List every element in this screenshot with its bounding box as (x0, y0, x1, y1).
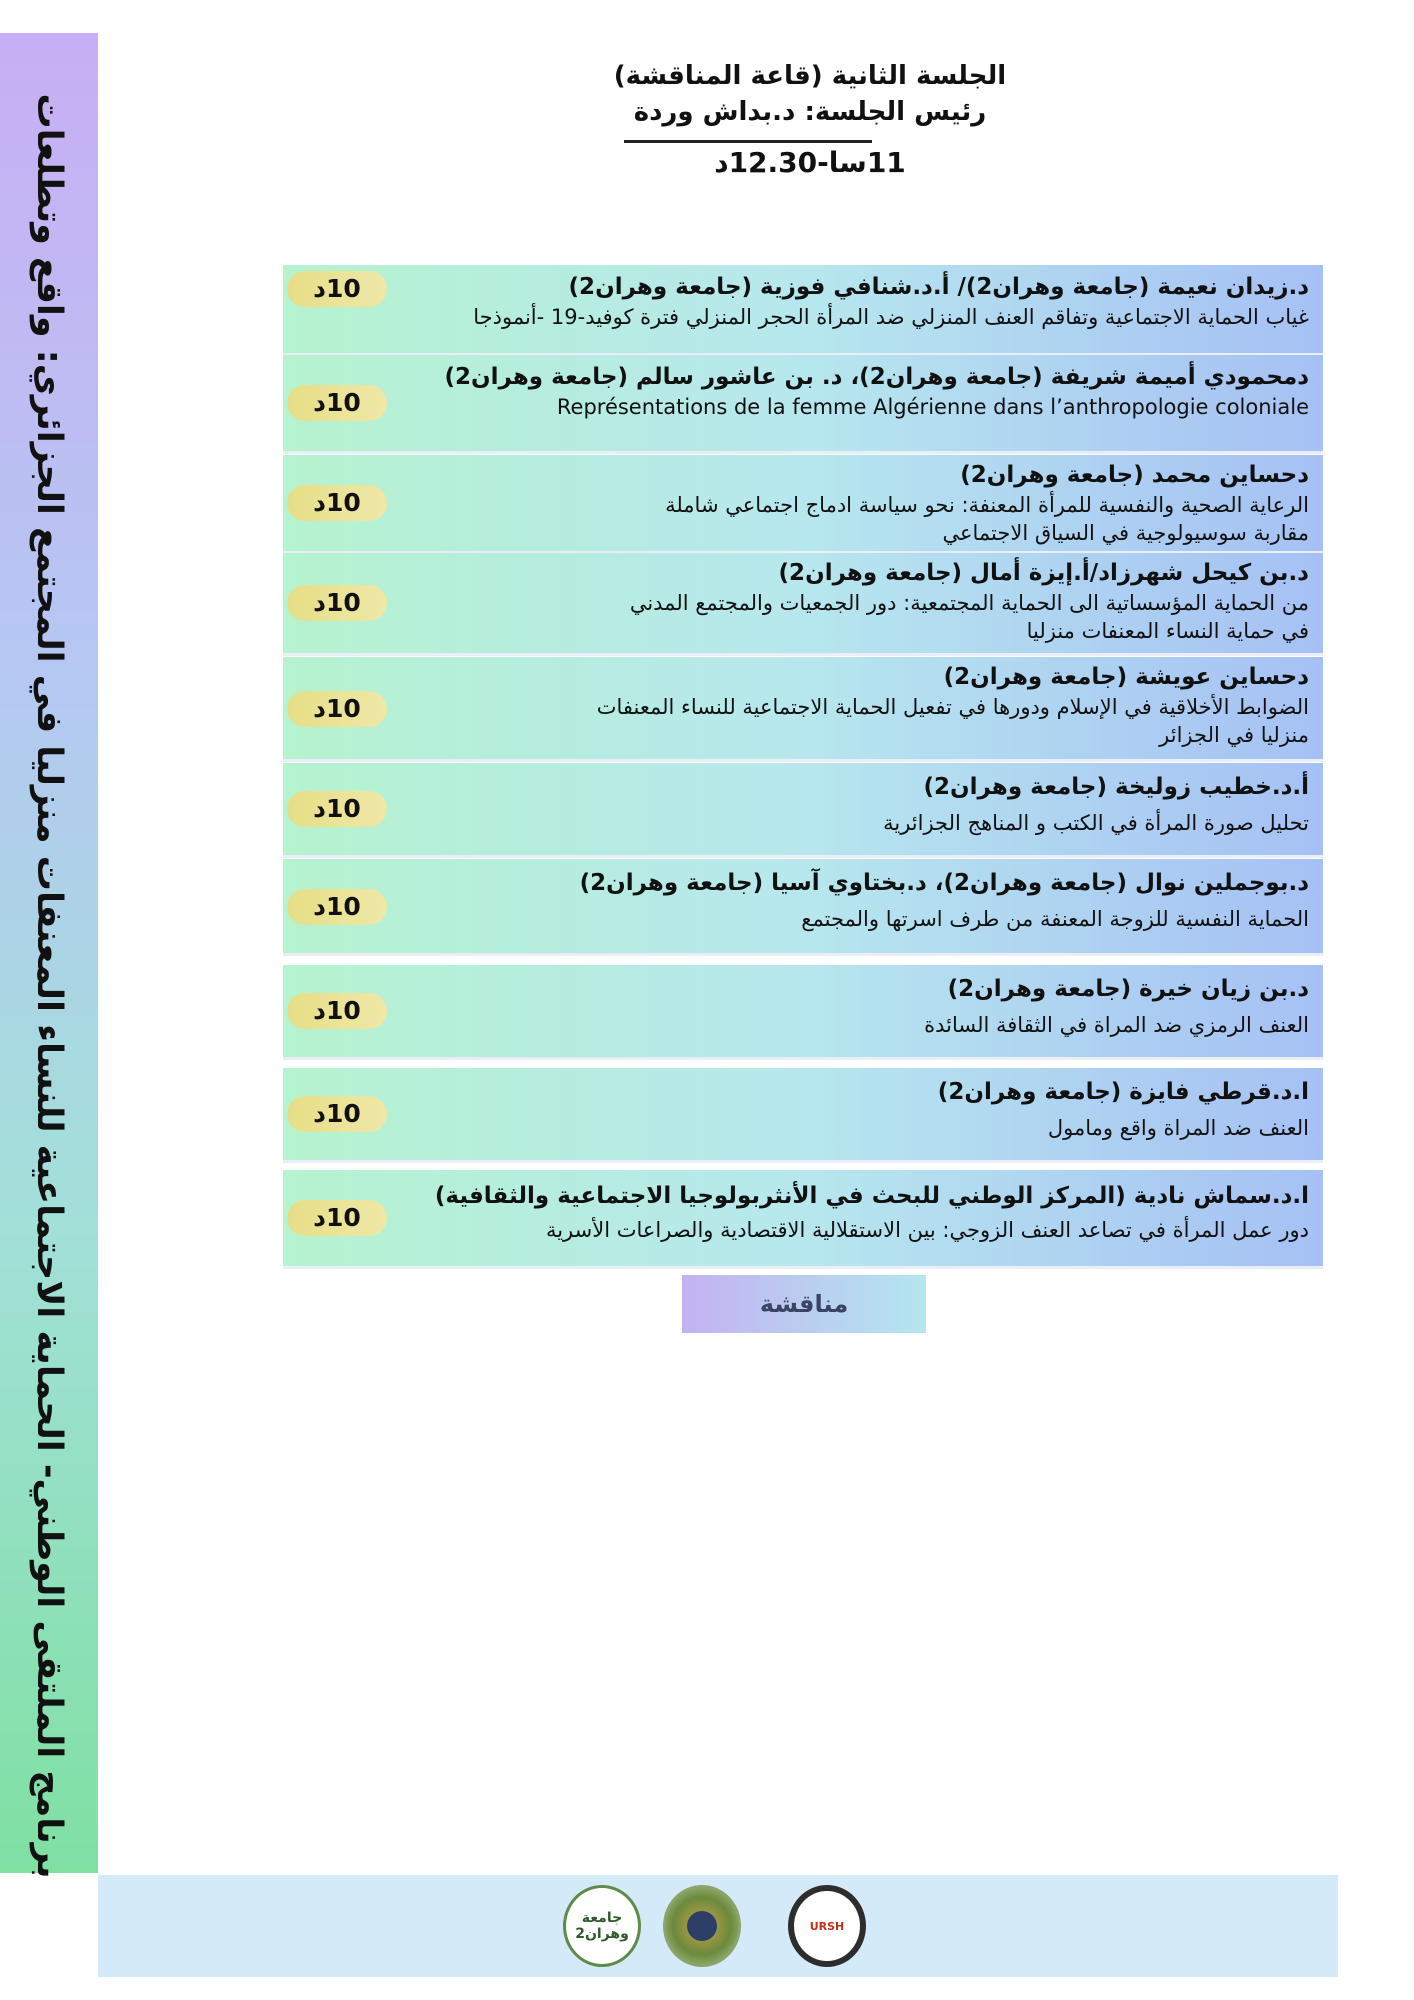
duration-badge: 10د (287, 485, 387, 521)
university-oran2-logo-icon: جامعة وهران2 (563, 1885, 641, 1967)
presentation-card (283, 455, 1323, 554)
presentation-topic: تحليل صورة المرأة في الكتب و المناهج الجزائرية (883, 811, 1309, 835)
presentation-topic: العنف ضد المراة واقع ومامول (1047, 1116, 1309, 1140)
presentation-topic: العنف الرمزي ضد المراة في الثقافة السائدة (924, 1013, 1309, 1037)
presentation-card (283, 265, 1323, 356)
presentation-topic: غياب الحماية الاجتماعية وتفاقم العنف المنزلي ضد المرأة الحجر المنزلي فترة كوفيد-19 -أنموذجا (473, 305, 1309, 329)
session-title: الجلسة الثانية (قاعة المناقشة) (613, 61, 1007, 91)
footer-logos (98, 1875, 1338, 1977)
presenter-names: دحساين محمد (جامعة وهران2) (960, 462, 1309, 488)
presentation-card (283, 657, 1323, 762)
ursh-logo-icon: URSH (788, 1885, 866, 1967)
presenter-names: دحساين عويشة (جامعة وهران2) (943, 664, 1309, 690)
side-banner-title: برنامج الملتقى الوطني- الحماية الاجتماعية للنساء المعنفات منزليا في المجتمع الجزائري: واقع وتطلعات (29, 93, 69, 1879)
presenter-names: د.بن كيحل شهرزاد/أ.إيزة أمال (جامعة وهران2) (778, 560, 1309, 586)
presentation-topic: دور عمل المرأة في تصاعد العنف الزوجي: بين الاستقلالية الاقتصادية والصراعات الأسرية (545, 1218, 1309, 1242)
duration-badge: 10د (287, 791, 387, 827)
presentation-card (283, 1068, 1323, 1163)
presentation-topic-line-1: الضوابط الأخلاقية في الإسلام ودورها في تفعيل الحماية الاجتماعية للنساء المعنفات (596, 695, 1309, 719)
laboratory-seal-logo-icon (663, 1885, 741, 1967)
side-banner (0, 33, 98, 1879)
presenter-names: أ.د.خطيب زوليخة (جامعة وهران2) (923, 774, 1309, 800)
presenter-names: د.زيدان نعيمة (جامعة وهران2)/ أ.د.شنافي فوزية (جامعة وهران2) (568, 274, 1309, 300)
duration-badge: 10د (287, 271, 387, 307)
presentation-card (283, 763, 1323, 858)
presentation-topic-line-2: مقاربة سوسيولوجية في السياق الاجتماعي (942, 521, 1309, 545)
presentation-topic-line-1: من الحماية المؤسساتية الى الحماية المجتمعية: دور الجمعيات والمجتمع المدني (629, 591, 1309, 615)
presentation-topic: Représentations de la femme Algérienne dans l’anthropologie coloniale (556, 395, 1309, 419)
duration-badge: 10د (287, 385, 387, 421)
presentation-card (283, 859, 1323, 956)
presenter-names: د.بوجملين نوال (جامعة وهران2)، د.بختاوي آسيا (جامعة وهران2) (579, 870, 1309, 896)
session-time: 11سا-12.30د (714, 146, 906, 179)
presentation-topic-line-2: في حماية النساء المعنفات منزليا (1026, 619, 1309, 643)
duration-badge: 10د (287, 691, 387, 727)
discussion-block: مناقشة (682, 1275, 926, 1333)
presenter-names: ا.د.سماش نادية (المركز الوطني للبحث في الأنثربولوجيا الاجتماعية والثقافية) (434, 1183, 1309, 1209)
presenter-names: دمحمودي أميمة شريفة (جامعة وهران2)، د. بن عاشور سالم (جامعة وهران2) (444, 364, 1309, 390)
presentation-topic-line-2: منزليا في الجزائر (1159, 723, 1309, 747)
presenter-names: د.بن زيان خيرة (جامعة وهران2) (947, 976, 1309, 1002)
presentation-card (283, 1170, 1323, 1269)
duration-badge: 10د (287, 889, 387, 925)
presentation-card (283, 355, 1323, 454)
duration-badge: 10د (287, 993, 387, 1029)
presentation-card (283, 553, 1323, 656)
presentation-topic-line-1: الرعاية الصحية والنفسية للمرأة المعنفة: نحو سياسة ادماج اجتماعي شاملة (665, 493, 1309, 517)
chair-underline (624, 140, 872, 143)
session-chair: رئيس الجلسة: د.بداش وردة (633, 97, 987, 127)
duration-badge: 10د (287, 585, 387, 621)
presenter-names: ا.د.قرطي فايزة (جامعة وهران2) (937, 1079, 1309, 1105)
duration-badge: 10د (287, 1200, 387, 1236)
session-header (420, 58, 1200, 179)
duration-badge: 10د (287, 1096, 387, 1132)
presentation-card (283, 965, 1323, 1060)
presentation-topic: الحماية النفسية للزوجة المعنفة من طرف اسرتها والمجتمع (801, 907, 1309, 931)
